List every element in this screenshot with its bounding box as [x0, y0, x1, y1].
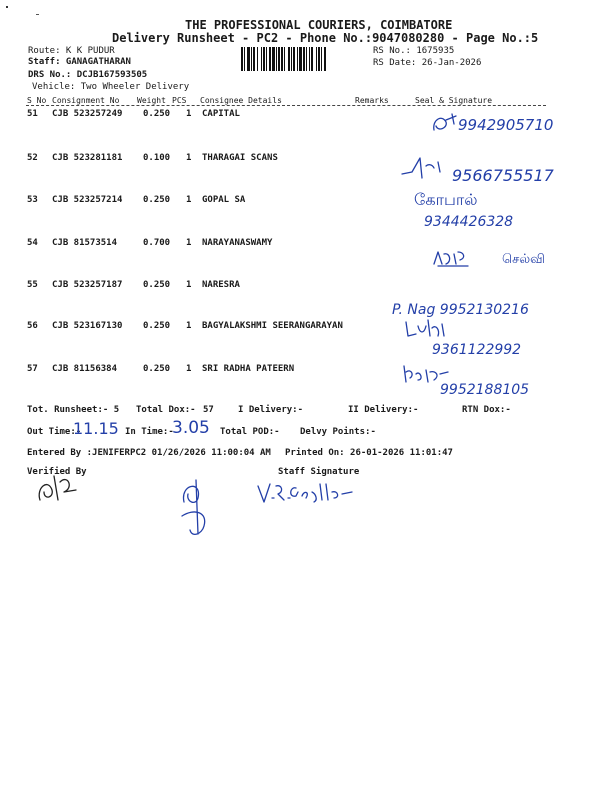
handwritten-name: P. Nag 9952130216: [392, 302, 529, 318]
in-time-value: 3.05: [172, 418, 210, 438]
barcode-bar: [247, 47, 250, 71]
delvy-points: Delvy Points:-: [300, 427, 376, 437]
scan-speck: [6, 6, 8, 8]
drs-number: DRS No.: DCJB167593505: [28, 70, 148, 80]
row-weight: 0.250: [143, 364, 171, 374]
row-pcs: 1: [186, 195, 192, 205]
row-consignee: NARAYANASWAMY: [202, 238, 273, 248]
row-sno: 55: [27, 280, 38, 290]
row-pcs: 1: [186, 321, 192, 331]
barcode-bar: [272, 47, 275, 71]
rtn-dox: RTN Dox:-: [462, 405, 511, 415]
row-sno: 53: [27, 195, 38, 205]
row-consignee: THARAGAI SCANS: [202, 153, 278, 163]
col-consignment: Consignment No: [52, 96, 120, 105]
vehicle-label: Vehicle: Two Wheeler Delivery: [32, 82, 190, 92]
barcode: [241, 47, 369, 71]
row-pcs: 1: [186, 280, 192, 290]
col-remarks: Remarks: [355, 96, 389, 105]
row-consignment: CJB 523167130: [52, 321, 123, 331]
row-sno: 57: [27, 364, 38, 374]
row-weight: 0.700: [143, 238, 171, 248]
barcode-bar: [311, 47, 313, 71]
total-runsheet: Tot. Runsheet:- 5: [27, 405, 120, 415]
verifier-signature: [34, 470, 80, 506]
col-weight: Weight: [137, 96, 166, 105]
row-consignee: NARESRA: [202, 280, 240, 290]
rs-number: RS No.: 1675935: [373, 46, 455, 56]
row-consignment: CJB 81573514: [52, 238, 118, 248]
handwritten-phone: 9942905710: [458, 116, 554, 134]
staff-signature: [262, 480, 374, 510]
out-time-value: 11.15: [73, 419, 119, 438]
row-weight: 0.100: [143, 153, 171, 163]
barcode-bar: [266, 47, 267, 71]
out-time-label: Out Time:-: [27, 427, 82, 437]
row-pcs: 1: [186, 364, 192, 374]
total-dox-label: Total Dox:-: [136, 405, 196, 415]
barcode-bar: [253, 47, 255, 71]
barcode-bar: [257, 47, 258, 71]
header-divider: [26, 105, 546, 106]
row-sno: 51: [27, 109, 38, 119]
row-pcs: 1: [186, 109, 192, 119]
signature-scribble: [430, 110, 460, 138]
col-sno: S No: [27, 96, 47, 105]
barcode-bar: [309, 47, 310, 71]
row-consignee: BAGYALAKSHMI SEERANGARAYAN: [202, 321, 343, 331]
barcode-bar: [297, 47, 298, 71]
row-consignment: CJB 81156384: [52, 364, 118, 374]
col-seal: Seal & Signature: [415, 96, 493, 105]
barcode-bar: [263, 47, 265, 71]
rs-date: RS Date: 26-Jan-2026: [373, 58, 482, 68]
row-weight: 0.250: [143, 109, 171, 119]
barcode-bar: [321, 47, 322, 71]
col-pcs: PCS: [172, 96, 187, 105]
i-delivery: I Delivery:-: [238, 405, 304, 415]
route-label: Route: K K PUDUR: [28, 46, 115, 56]
barcode-bar: [324, 47, 326, 71]
handwritten-name: செல்வி: [502, 252, 545, 267]
verified-by-label: Verified By: [27, 467, 87, 477]
barcode-bar: [318, 47, 320, 71]
row-pcs: 1: [186, 153, 192, 163]
staff-label: Staff: GANAGATHARAN: [28, 57, 131, 67]
verifier-signature: [176, 472, 218, 544]
scan-speck: [36, 14, 39, 15]
col-consignee: Consignee Details: [200, 96, 282, 105]
printed-on: Printed On: 26-01-2026 11:01:47: [285, 448, 453, 458]
barcode-bar: [293, 47, 295, 71]
row-consignment: CJB 523257187: [52, 280, 123, 290]
total-dox-value: 57: [203, 405, 214, 415]
barcode-bar: [288, 47, 290, 71]
barcode-bar: [276, 47, 277, 71]
runsheet-subtitle: Delivery Runsheet - PC2 - Phone No.:9047080280 - Page No.:5: [112, 31, 539, 45]
row-weight: 0.250: [143, 280, 171, 290]
handwritten-phone: 9952188105: [440, 382, 530, 398]
handwritten-phone: 9344426328: [424, 214, 514, 230]
row-weight: 0.250: [143, 321, 171, 331]
in-time-label: In Time:-: [125, 427, 174, 437]
row-sno: 52: [27, 153, 38, 163]
barcode-bar: [269, 47, 271, 71]
signature-scribble: [432, 248, 472, 270]
barcode-bar: [291, 47, 292, 71]
barcode-bar: [306, 47, 307, 71]
staff-signature-label: Staff Signature: [278, 467, 360, 477]
row-consignment: CJB 523257249: [52, 109, 123, 119]
row-sno: 54: [27, 238, 38, 248]
barcode-bar: [244, 47, 245, 71]
row-sno: 56: [27, 321, 38, 331]
row-consignee: CAPITAL: [202, 109, 240, 119]
barcode-bar: [251, 47, 252, 71]
row-consignment: CJB 523281181: [52, 153, 123, 163]
signature-scribble: [398, 152, 448, 182]
entered-by: Entered By :JENIFERPC2 01/26/2026 11:00:04 AM: [27, 448, 271, 458]
barcode-bar: [299, 47, 302, 71]
row-weight: 0.250: [143, 195, 171, 205]
barcode-bar: [281, 47, 283, 71]
row-consignee: GOPAL SA: [202, 195, 246, 205]
company-title: THE PROFESSIONAL COURIERS, COIMBATORE: [185, 18, 453, 32]
row-consignee: SRI RADHA PATEERN: [202, 364, 295, 374]
row-pcs: 1: [186, 238, 192, 248]
barcode-bar: [241, 47, 243, 71]
total-pod: Total POD:-: [220, 427, 280, 437]
signature-scribble: [404, 318, 452, 340]
barcode-bar: [261, 47, 262, 71]
handwritten-name: கோபால்: [414, 190, 478, 209]
handwritten-phone: 9566755517: [452, 166, 554, 185]
barcode-bar: [303, 47, 305, 71]
handwritten-phone: 9361122992: [432, 342, 522, 358]
barcode-bar: [284, 47, 285, 71]
row-consignment: CJB 523257214: [52, 195, 123, 205]
barcode-bar: [278, 47, 280, 71]
barcode-bar: [316, 47, 317, 71]
ii-delivery: II Delivery:-: [348, 405, 419, 415]
